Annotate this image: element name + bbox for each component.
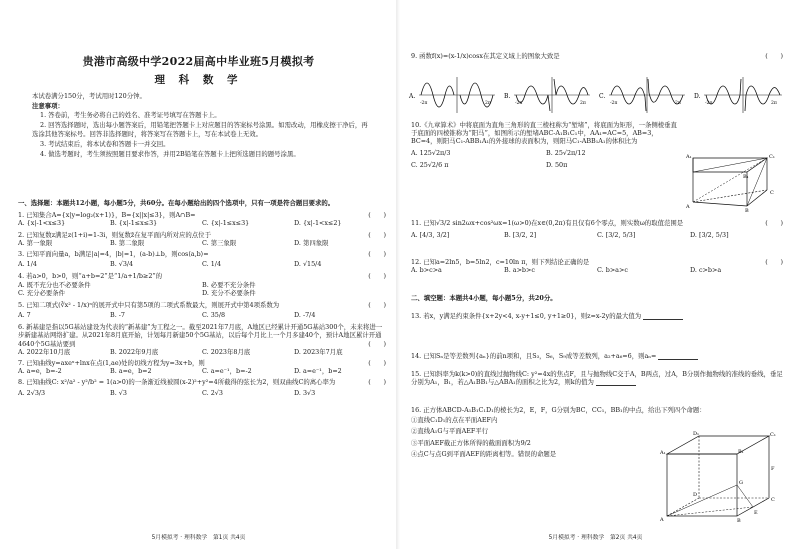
question-7-stem: 7. 已知曲线y=axeˣ+lnx在点(1,ae)处的切线方程为y=3x+b，则 bbox=[18, 359, 205, 367]
answer-paren: ( ) bbox=[765, 219, 783, 227]
prism-edge bbox=[693, 202, 747, 206]
question-11-options bbox=[411, 231, 783, 239]
option-a: A. 2√3/3 bbox=[18, 388, 46, 397]
vertex-label: A bbox=[686, 204, 690, 210]
question-8-stem: 8. 已知曲线C: x²/a² - y²/b² = 1(a>0)的一条渐近线被圆(x-2)²+y²=4所截得的弦长为2，则双曲线C的离心率为 bbox=[18, 378, 336, 387]
option-a: A. a=e，b=-2 bbox=[18, 367, 62, 376]
graph-label-b: B. bbox=[504, 93, 511, 100]
question-10 bbox=[411, 121, 681, 169]
option-c: C. 25√2/6 π bbox=[411, 160, 449, 169]
option-a: A. {x|-1<x≤3} bbox=[18, 219, 66, 228]
tick-right: 2π bbox=[580, 101, 586, 106]
option-d: D. 充分不必要条件 bbox=[202, 288, 256, 297]
question-4-options-row1 bbox=[18, 281, 386, 289]
option-b: B. 必要不充分条件 bbox=[202, 280, 256, 289]
question-15-stem: 15. 已知斜率为k(k>0)的直线过抛物线C: y²=4x的焦点F，且与抛物线C交于A，B两点，过A，B分别作抛物线的准线的垂线，垂足分别为A₁，B₁，若△A₁BB₁与△ABA₁的面积之比为2，则k的值为 bbox=[411, 370, 783, 387]
question-16-items bbox=[411, 416, 651, 458]
statement-3: ③平面AEF截正方体所得的截面面积为9/2 bbox=[411, 438, 531, 447]
answer-blank bbox=[658, 353, 698, 360]
option-d: D. 50π bbox=[546, 160, 568, 169]
vertex-label: C bbox=[771, 497, 775, 503]
question-16-stem: 16. 正方体ABCD-A₁B₁C₁D₁的棱长为2，E，F，G分别为BC，CC₁，BB₁的中点，给出下列四个命题： bbox=[411, 406, 706, 414]
question-1-options bbox=[18, 219, 386, 227]
tick-left: -2π bbox=[515, 101, 523, 106]
answer-paren: ( ) bbox=[368, 339, 386, 348]
option-a: A. 7 bbox=[18, 311, 31, 320]
info-line: 本试卷满分150分，考试用时120分钟。 bbox=[32, 92, 146, 100]
graph-label-d: D. bbox=[694, 93, 701, 100]
option-d: D. √15/4 bbox=[294, 260, 322, 269]
vertex-label: G bbox=[739, 480, 743, 486]
vertex-label: D bbox=[693, 492, 698, 498]
question-1-stem: 1. 已知集合A={x|y=log₂(x+1)}，B={x||x|≤3}，则A∩B= bbox=[18, 211, 196, 220]
question-9 bbox=[411, 52, 783, 60]
section-2 bbox=[411, 294, 783, 302]
section-1 bbox=[18, 199, 386, 397]
answer-paren: ( ) bbox=[368, 272, 386, 281]
exam-title: 贵港市高级中学2022届高中毕业班5月模拟考 bbox=[82, 55, 315, 68]
question-14 bbox=[411, 352, 783, 360]
prism-hidden-edge bbox=[693, 190, 767, 202]
question-8 bbox=[18, 378, 386, 396]
vertex-label: A₁ bbox=[660, 450, 666, 456]
option-b: B. a=e，b=2 bbox=[110, 367, 152, 376]
option-c: C. b>a>c bbox=[597, 266, 628, 275]
prism-diagonal bbox=[693, 158, 767, 202]
tick-left: -2π bbox=[705, 101, 713, 106]
option-b: B. 2022年9月底 bbox=[110, 347, 159, 356]
graph-option-a bbox=[408, 77, 495, 113]
option-a: A. 第一象限 bbox=[18, 238, 53, 247]
vertex-label: A₁ bbox=[686, 154, 692, 160]
option-a: A. 既不充分也不必要条件 bbox=[18, 280, 91, 289]
prism-diagonal bbox=[693, 158, 767, 172]
question-4 bbox=[18, 272, 386, 297]
graph-option-c bbox=[599, 77, 685, 113]
graph-option-b bbox=[504, 77, 590, 113]
vertex-label: C₁ bbox=[769, 154, 775, 160]
question-12 bbox=[411, 258, 783, 274]
option-a: A. [4/3, 3/2] bbox=[411, 231, 450, 240]
option-b: B. {x|-1≤x≤3} bbox=[110, 219, 158, 228]
graph-label-c: C. bbox=[599, 93, 606, 100]
section-line bbox=[667, 485, 737, 516]
option-a: A. b>c>a bbox=[411, 266, 442, 275]
page-footer: 5月模拟考 · 理科数学 第1页 共4页 bbox=[151, 534, 246, 541]
exam-subtitle: 理 科 数 学 bbox=[154, 74, 243, 86]
question-11-stem: 11. 已知√3/2 sin2ωx+cos²ωx=1(ω>0)在x∈(0,2π)有且仅有6个零点，则实数ω的取值范围是 bbox=[411, 219, 684, 227]
question-4-stem: 4. 若a>0，b>0，则“a+b=2”是“1/a+1/b≥2”的 bbox=[18, 272, 163, 281]
option-c: C. 35/8 bbox=[202, 311, 226, 320]
option-b: B. -7 bbox=[110, 311, 125, 320]
question-11 bbox=[411, 219, 783, 239]
graph-option-d bbox=[694, 77, 782, 113]
answer-paren: ( ) bbox=[368, 249, 386, 258]
answer-paren: ( ) bbox=[368, 378, 386, 387]
note-item: 3. 考试结束后，将本试卷和答题卡一并交回。 bbox=[40, 140, 170, 149]
question-7-options bbox=[18, 367, 386, 375]
option-c: C. 充分必要条件 bbox=[18, 288, 66, 297]
cube-hidden-edge bbox=[667, 498, 699, 516]
answer-paren: ( ) bbox=[368, 230, 386, 239]
cube-top-face bbox=[667, 436, 769, 454]
notes-title: 注意事项： bbox=[32, 101, 64, 110]
question-9-stem: 9. 函数f(x)=(x-1/x)cosx在其定义域上的图象大致是 bbox=[411, 52, 560, 60]
option-c: C. a=e⁻¹，b=-2 bbox=[202, 367, 252, 376]
vertex-label: E bbox=[754, 510, 758, 516]
statement-4: ④点C与点G到平面AEF的距离相等。错误的命题是 bbox=[411, 449, 557, 458]
question-10-options-row1 bbox=[411, 149, 681, 157]
page-footer: 5月模拟考 · 理科数学 第2页 共4页 bbox=[548, 534, 643, 541]
option-d: D. c>b>a bbox=[690, 266, 722, 275]
graph-label-a: A. bbox=[409, 93, 416, 100]
question-13 bbox=[411, 312, 783, 320]
question-7 bbox=[18, 359, 386, 375]
answer-paren: ( ) bbox=[765, 52, 783, 60]
option-b: B. a>b>c bbox=[504, 266, 535, 275]
option-d: D. 3√3 bbox=[294, 388, 316, 397]
question-3-stem: 3. 已知平面向量a，b满足|a|=4，|b|=1，(a-b)⊥b，则cos⟨a,b⟩= bbox=[18, 249, 209, 258]
question-6 bbox=[18, 323, 386, 356]
vertex-label: F bbox=[771, 466, 775, 472]
vertex-label: A bbox=[660, 517, 664, 522]
question-6-stem: 6. 新基建是指以5G基站建设为代表的“新基建”为工程之一。截至2021年7月底，A地区已经累计开通5G基站300个，未来将进一步新建基站网络扩建。从2021年8月底开始，计划每月新建50个5G基站，以后每个月比上一个月多建40个，预计A地区累计开通4640个5G基站要到 bbox=[18, 323, 383, 348]
option-d: D. 第四象限 bbox=[294, 238, 329, 247]
option-b: B. √3/4 bbox=[110, 260, 134, 269]
page-right bbox=[397, 0, 794, 549]
question-10-stem: 10.《九章算术》中将底面为直角三角形的直三棱柱称为“堑堵”，将底面为矩形，一条侧棱垂直于底面的四棱锥称为“阳马”，如图所示的堑堵ABC-A₁B₁C₁中，AA₁=AC=5，AB=3，BC=4，则阳马C₁-ABB₁A₁的外接球的表面积为，则阳马C₁-ABB₁A₁的体积比为 bbox=[411, 121, 677, 146]
option-d: D. 2023年7月底 bbox=[294, 347, 343, 356]
question-5 bbox=[18, 301, 386, 319]
note-item: 4. 做选考题时，考生须按照题目要求作答，并用2B铅笔在答题卡上把所选题目的题号涂黑。 bbox=[40, 149, 300, 158]
option-b: B. 25√2π/12 bbox=[546, 148, 586, 157]
note-item: 2. 回答选择题时，选出每小题答案后，用铅笔把答题卡上对应题目的答案标号涂黑。如需改动，用橡皮擦干净后，再选涂其他答案标号。回答非选择题时，将答案写在答题卡上，写在本试卷上无效。 bbox=[32, 120, 368, 139]
statement-2: ②直线A₁G与平面AEF平行 bbox=[411, 427, 489, 436]
option-d: D. [3/2, 5/3] bbox=[690, 231, 729, 240]
vertex-label: B bbox=[737, 518, 741, 522]
note-item: 1. 答卷前，考生务必将自己的姓名、准考证号填写在答题卡上。 bbox=[40, 111, 221, 120]
answer-blank bbox=[643, 313, 683, 320]
option-a: A. 2022年10月底 bbox=[18, 347, 71, 356]
question-5-stem: 5. 已知二项式(∛x² - 1/x)ⁿ的展开式中只有第5项的二项式系数最大，则展开式中第4项系数为 bbox=[18, 300, 280, 309]
question-15 bbox=[411, 370, 783, 386]
cube-figure bbox=[659, 430, 781, 522]
tick-right: 2π bbox=[771, 101, 777, 106]
statement-1: ①直线C₁D₁的点在平面AEF内 bbox=[411, 416, 498, 425]
vertex-label: B₁ bbox=[743, 174, 749, 180]
cube-front-face bbox=[667, 454, 737, 516]
option-c: C. 第三象限 bbox=[202, 238, 237, 247]
question-1 bbox=[18, 211, 386, 227]
option-b: B. 第二象限 bbox=[110, 238, 145, 247]
tick-left: -2π bbox=[610, 101, 618, 106]
answer-paren: ( ) bbox=[368, 300, 386, 309]
option-d: D. {x|-1<x≤2} bbox=[294, 219, 342, 228]
option-d: D. -7/4 bbox=[294, 311, 316, 320]
option-d: D. a=e⁻¹，b=2 bbox=[294, 367, 342, 376]
vertex-label: B bbox=[745, 208, 749, 212]
question-5-options bbox=[18, 311, 386, 319]
option-b: B. √3 bbox=[110, 388, 127, 397]
answer-paren: ( ) bbox=[368, 211, 386, 220]
question-3-options bbox=[18, 260, 386, 268]
vertex-label: C₁ bbox=[770, 432, 776, 438]
exam-info bbox=[32, 92, 372, 159]
option-a: A. 125√2π/3 bbox=[411, 148, 451, 157]
question-10-options-row2 bbox=[411, 161, 681, 169]
vertex-label: D₁ bbox=[693, 431, 700, 437]
answer-paren: ( ) bbox=[765, 258, 783, 266]
tick-right: 2π bbox=[675, 101, 681, 106]
option-c: C. 2√3 bbox=[202, 388, 223, 397]
prism-edge bbox=[747, 190, 767, 206]
vertex-label: B₁ bbox=[738, 449, 744, 455]
option-c: C. 2023年8月底 bbox=[202, 347, 251, 356]
section-2-title: 二、填空题：本题共4小题，每小题5分，共20分。 bbox=[411, 294, 557, 302]
question-14-stem: 14. 已知Sₙ是等差数列{aₙ}的前n项和，且S₃，S₆，S₉成等差数列，a₂+a₆=6，则aₙ= bbox=[411, 352, 657, 360]
tick-left: -2π bbox=[420, 101, 428, 106]
tick-right: 2π bbox=[485, 101, 491, 106]
question-8-options bbox=[18, 389, 386, 397]
question-12-stem: 12. 已知a=2ln5，b=5ln2，c=10ln π，则下列结论正确的是 bbox=[411, 258, 590, 266]
answer-blank bbox=[596, 379, 636, 386]
section-1-title: 一、选择题：本题共12小题，每小题5分，共60分。在每小题给出的四个选项中，只有一项是符合题目要求的。 bbox=[18, 199, 335, 207]
option-b: B. [3/2, 2] bbox=[504, 231, 537, 240]
question-9-graphs bbox=[407, 75, 787, 115]
option-a: A. 1/4 bbox=[18, 260, 37, 269]
question-2-options bbox=[18, 239, 386, 247]
section-line bbox=[737, 485, 753, 507]
question-13-stem: 13. 若x，y满足约束条件{x+2y<4, x-y+1≤0, y+1≥0}，则z=x-2y的最大值为 bbox=[411, 312, 642, 320]
question-3 bbox=[18, 250, 386, 268]
question-4-options-row2 bbox=[18, 289, 386, 297]
option-c: C. {x|-1≤x≤3} bbox=[202, 219, 250, 228]
option-c: C. [3/2, 5/3] bbox=[597, 231, 636, 240]
question-2 bbox=[18, 231, 386, 247]
question-12-options bbox=[411, 266, 783, 274]
answer-paren: ( ) bbox=[368, 359, 386, 367]
option-c: C. 1/4 bbox=[202, 260, 222, 269]
vertex-label: C bbox=[770, 190, 774, 196]
question-2-stem: 2. 已知复数z满足z(1+i)=1-3i，则复数z̄在复平面内所对应的点位于 bbox=[18, 230, 211, 239]
question-6-options bbox=[18, 348, 386, 356]
prism-figure bbox=[685, 150, 780, 212]
